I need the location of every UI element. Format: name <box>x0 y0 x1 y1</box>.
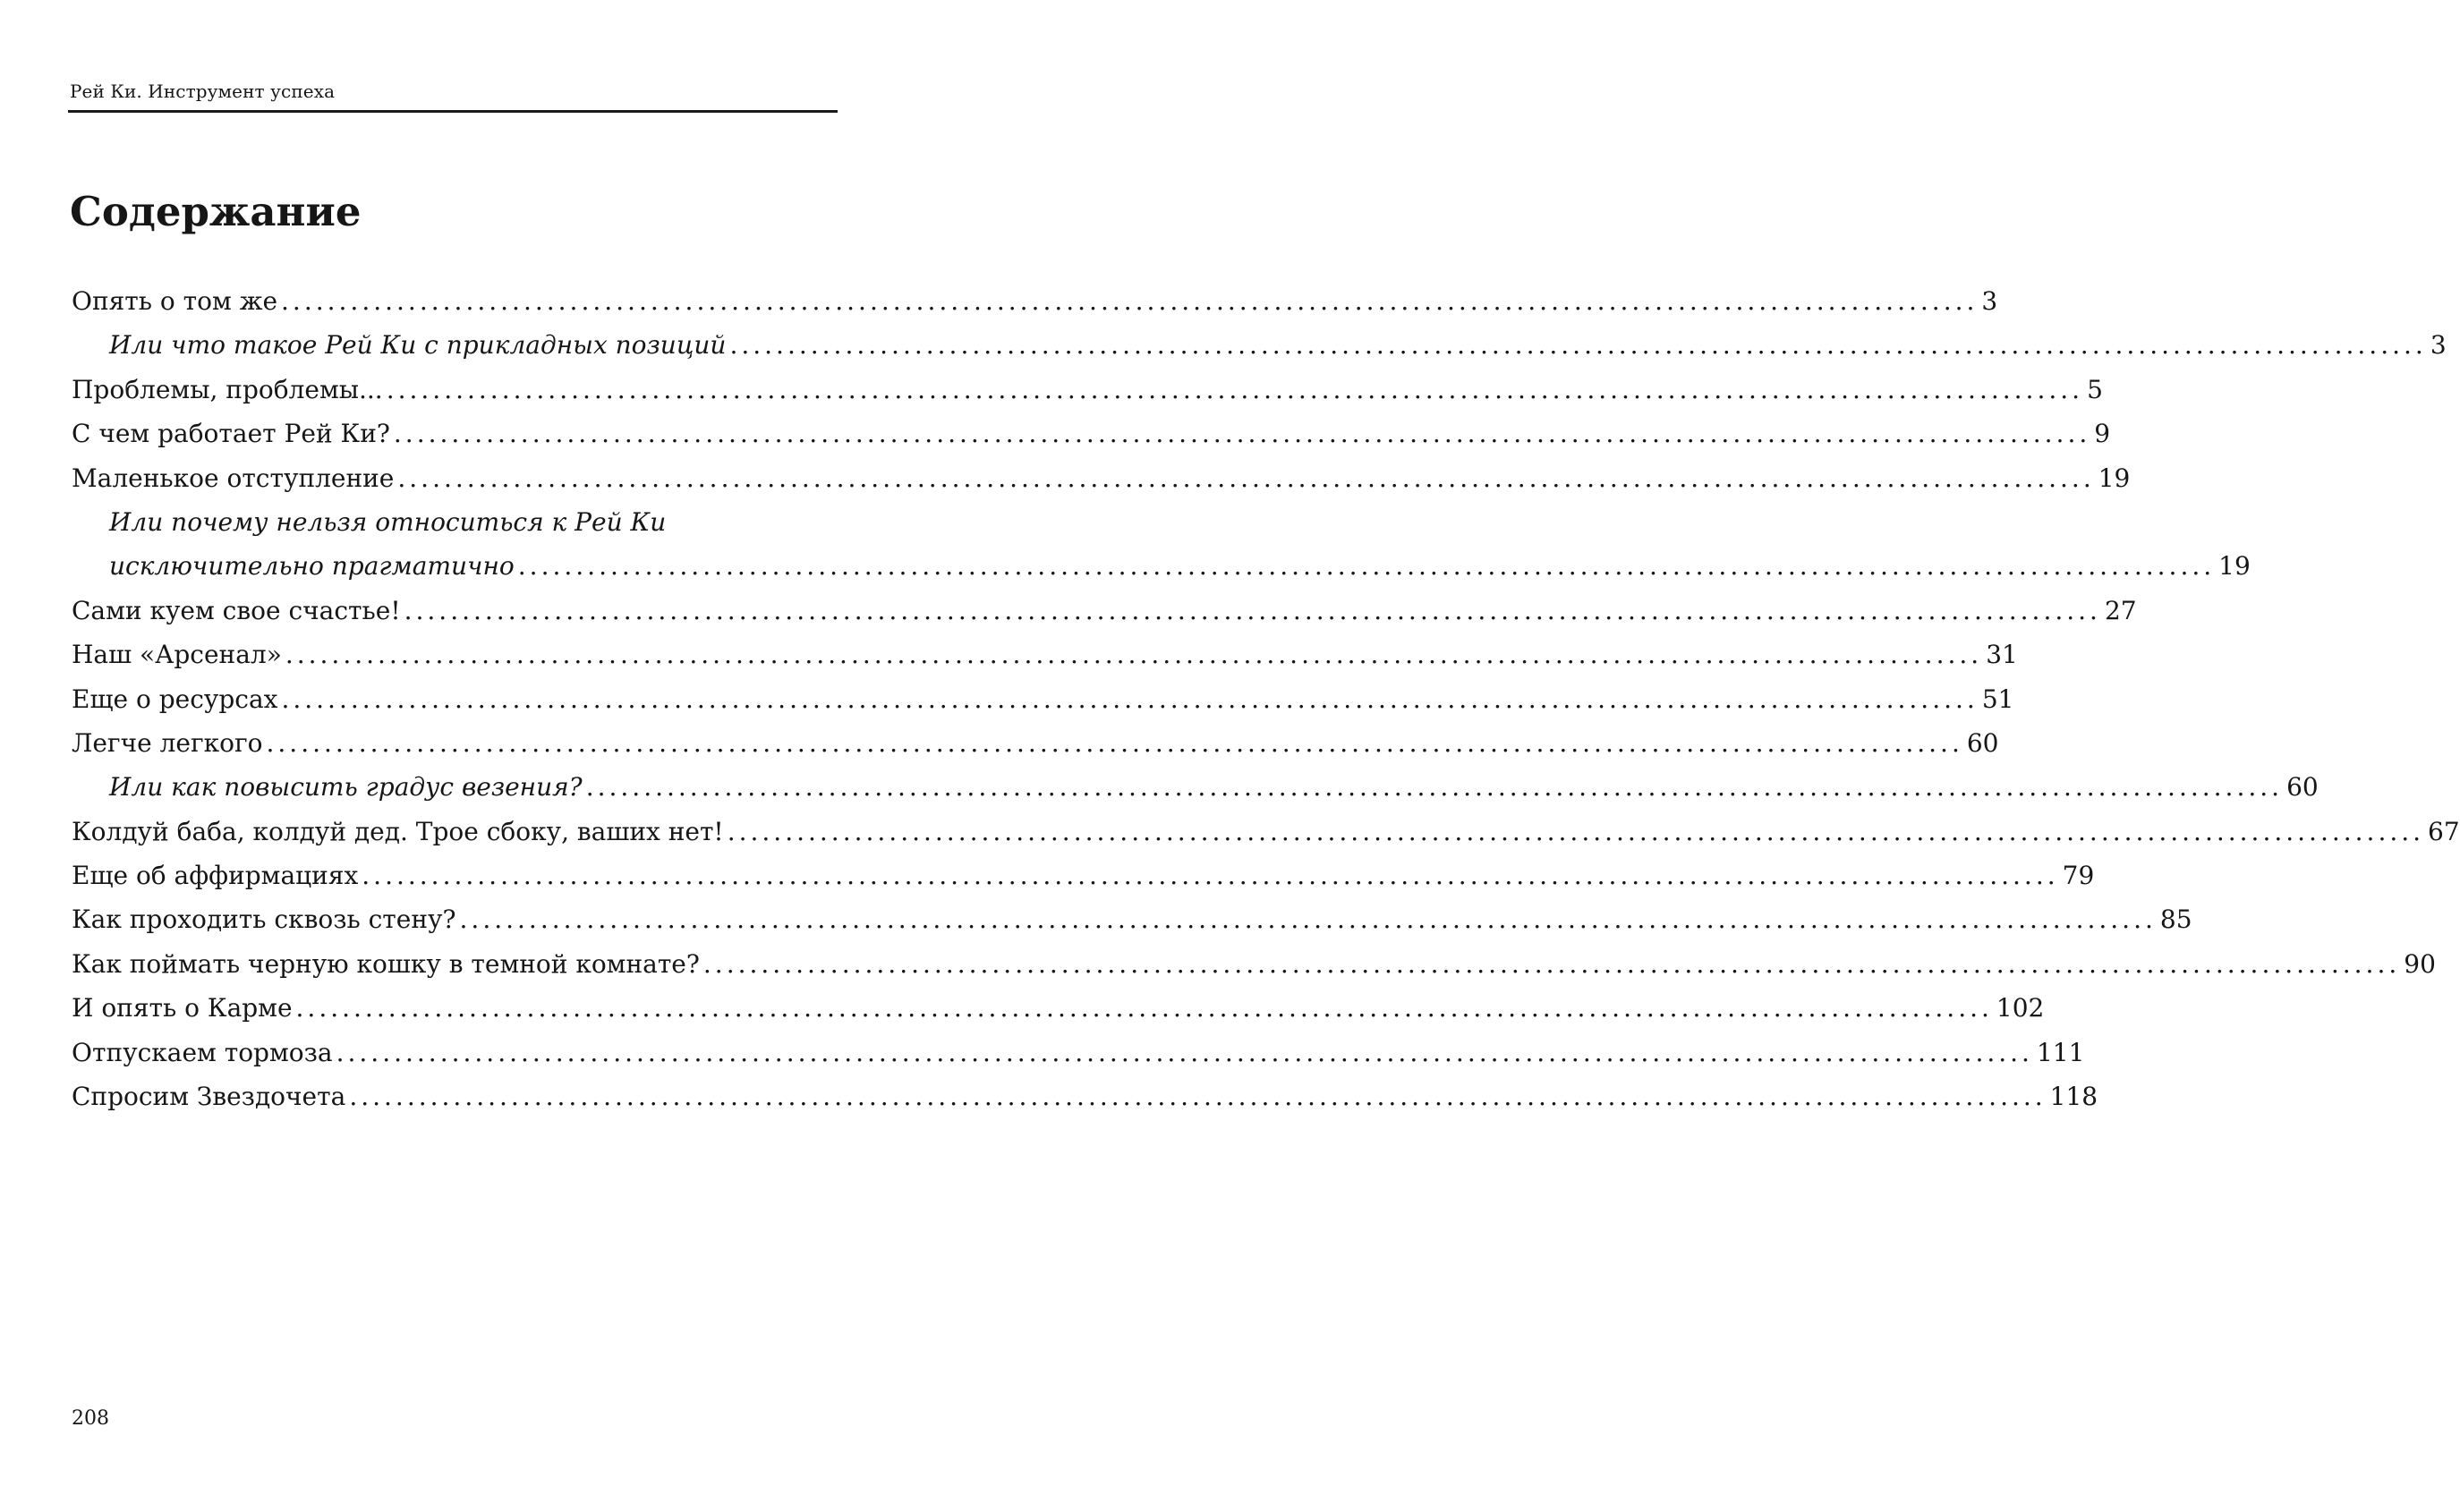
toc-subentry-first-line <box>72 500 838 544</box>
toc-entry <box>72 279 1998 323</box>
toc-leader: ................................................................................................................................................... <box>397 463 2095 493</box>
toc-entry <box>72 986 2045 1030</box>
table-of-contents <box>72 279 2460 1118</box>
toc-entry-title: Как проходить сквозь стену? <box>72 905 456 935</box>
toc-entry-page: 60 <box>2286 772 2319 803</box>
toc-entry-title: исключительно прагматично <box>109 551 515 582</box>
toc-entry <box>72 589 2137 633</box>
toc-leader: ................................................................................................................................................... <box>585 772 2284 803</box>
header-rule <box>68 110 838 113</box>
toc-entry-title: Или почему нельзя относиться к Рей Ки <box>109 506 667 537</box>
toc-entry <box>72 456 2131 500</box>
toc-entry-page: 3 <box>2430 330 2447 361</box>
toc-entry-page: 102 <box>1996 993 2045 1024</box>
toc-entry-title: Маленькое отступление <box>72 463 395 493</box>
toc-entry <box>72 721 1999 765</box>
toc-entry-page: 31 <box>1986 640 2018 670</box>
toc-entry <box>72 897 2192 941</box>
toc-entry-page: 79 <box>2062 861 2095 891</box>
toc-entry-page: 27 <box>2104 595 2137 625</box>
toc-entry-title: Сами куем свое счастье! <box>72 595 401 625</box>
toc-entry <box>72 412 2111 455</box>
toc-leader: ................................................................................................................................................... <box>281 684 1979 714</box>
toc-leader: ................................................................................................................................................... <box>729 330 2427 361</box>
toc-leader: ................................................................................................................................................... <box>362 861 2059 891</box>
toc-entry <box>72 854 2095 897</box>
toc-entry-page: 9 <box>2094 419 2111 449</box>
toc-entry-page: 111 <box>2036 1037 2085 1067</box>
toc-entry-page: 51 <box>1981 684 2014 714</box>
toc-subentry <box>72 323 2447 367</box>
toc-entry-page: 118 <box>2049 1082 2098 1112</box>
toc-entry <box>72 677 2014 721</box>
toc-leader: ................................................................................................................................................... <box>336 1037 2033 1067</box>
toc-entry <box>72 368 2103 412</box>
toc-entry-title: Проблемы, проблемы... <box>72 374 383 404</box>
toc-entry <box>72 1031 2085 1075</box>
toc-entry-title: Опять о том же <box>72 286 278 316</box>
toc-entry-title: Легче легкого <box>72 727 263 758</box>
toc-entry-page: 60 <box>1966 727 1999 758</box>
toc-leader: ................................................................................................................................................... <box>517 551 2216 582</box>
toc-entry-title: Или что такое Рей Ки с прикладных позиций <box>109 330 727 361</box>
toc-leader: ................................................................................................................................................... <box>393 419 2091 449</box>
toc-leader: ................................................................................................................................................... <box>295 993 1993 1024</box>
toc-title: Содержание <box>70 188 362 235</box>
toc-leader: ................................................................................................................................................... <box>459 905 2157 935</box>
toc-entry-title: И опять о Карме <box>72 993 293 1024</box>
running-head: Рей Ки. Инструмент успеха <box>70 81 336 102</box>
page-number: 208 <box>72 1407 109 1430</box>
toc-entry-title: Еще об аффирмациях <box>72 861 359 891</box>
toc-entry-page: 90 <box>2404 948 2436 979</box>
toc-entry-title: С чем работает Рей Ки? <box>72 419 390 449</box>
toc-entry-page: 5 <box>2087 374 2103 404</box>
toc-entry-page: 19 <box>2218 551 2251 582</box>
toc-entry-page: 85 <box>2159 905 2192 935</box>
toc-entry-title: Наш «Арсенал» <box>72 640 282 670</box>
toc-leader: ................................................................................................................................................... <box>349 1082 2047 1112</box>
toc-leader: ................................................................................................................................................... <box>702 948 2401 979</box>
toc-entry-page: 67 <box>2428 816 2460 846</box>
toc-leader: ................................................................................................................................................... <box>285 640 1983 670</box>
toc-entry <box>72 942 2436 986</box>
toc-entry-title: Или как повысить градус везения? <box>109 772 583 803</box>
toc-entry-title: Еще о ресурсах <box>72 684 278 714</box>
toc-entry-page: 19 <box>2098 463 2131 493</box>
toc-entry <box>72 633 2018 676</box>
toc-entry-title: Колдуй баба, колдуй дед. Трое сбоку, ваших нет! <box>72 816 724 846</box>
toc-entry <box>72 810 2460 854</box>
toc-leader: ................................................................................................................................................... <box>281 286 1979 316</box>
toc-entry-page: 3 <box>1981 286 1998 316</box>
toc-subentry <box>72 765 2319 809</box>
toc-leader: ................................................................................................................................................... <box>266 727 1963 758</box>
toc-leader: ................................................................................................................................................... <box>404 595 2101 625</box>
toc-leader: ................................................................................................................................................... <box>727 816 2425 846</box>
toc-entry-title: Отпускаем тормоза <box>72 1037 333 1067</box>
toc-entry-title: Как поймать черную кошку в темной комнате? <box>72 948 700 979</box>
toc-leader: ................................................................................................................................................... <box>386 374 2084 404</box>
toc-subentry <box>72 544 2251 588</box>
toc-entry <box>72 1075 2098 1118</box>
toc-entry-title: Спросим Звездочета <box>72 1082 346 1112</box>
